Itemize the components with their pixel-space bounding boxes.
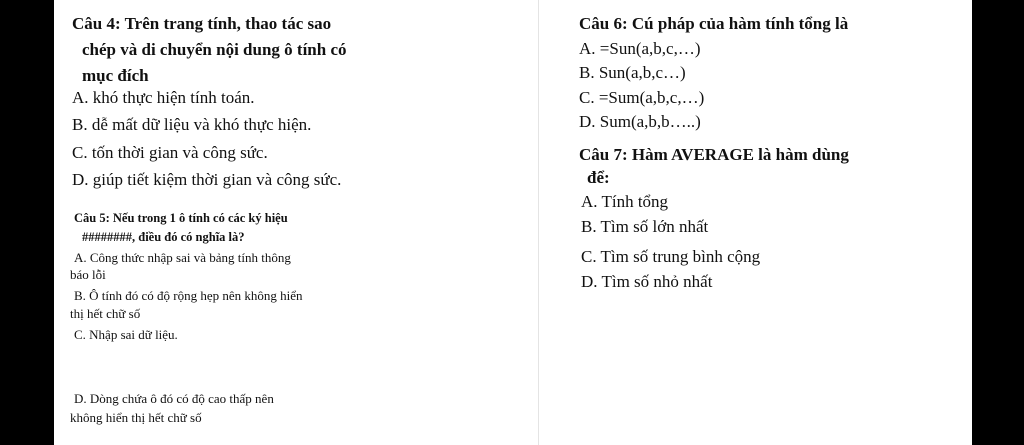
column-divider	[538, 0, 539, 445]
q5-option-a-line1: A. Công thức nhập sai và bảng tính thông	[74, 250, 291, 265]
q5-option-c: C. Nhập sai dữ liệu.	[74, 327, 178, 342]
q7-option-c: C. Tìm số trung bình cộng	[581, 247, 761, 266]
q6-option-b: B. Sun(a,b,c…)	[579, 63, 686, 82]
q7-stem-line1: Câu 7: Hàm AVERAGE là hàm dùng	[579, 145, 849, 164]
q5-option-a-line2: báo lỗi	[70, 267, 106, 282]
q5-stem-line1: Câu 5: Nếu trong 1 ô tính có các ký hiệu	[74, 211, 288, 225]
q7-option-b: B. Tìm số lớn nhất	[581, 217, 709, 236]
q6-option-a: A. =Sun(a,b,c,…)	[579, 39, 701, 58]
q4-option-b: B. dễ mất dữ liệu và khó thực hiện.	[72, 115, 312, 134]
q4-option-a: A. khó thực hiện tính toán.	[72, 88, 255, 107]
q6-option-d: D. Sum(a,b,b…..)	[579, 112, 701, 131]
q4-option-d: D. giúp tiết kiệm thời gian và công sức.	[72, 170, 342, 189]
q7-stem-line2: để:	[587, 168, 610, 187]
q7-option-d: D. Tìm số nhỏ nhất	[581, 272, 713, 291]
q6-option-c: C. =Sum(a,b,c,…)	[579, 88, 705, 107]
q7-option-a: A. Tính tổng	[581, 192, 669, 211]
q5-stem-line2: ########, điều đó có nghĩa là?	[82, 230, 245, 244]
document-page	[54, 0, 972, 445]
q4-stem-line1: Câu 4: Trên trang tính, thao tác sao	[72, 14, 332, 33]
q5-option-b-line1: B. Ô tính đó có độ rộng hẹp nên không hiển	[74, 288, 303, 303]
q4-stem-line3: mục đích	[82, 66, 149, 85]
q5-option-d-line2: không hiển thị hết chữ số	[70, 410, 202, 425]
q4-stem-line2: chép và di chuyển nội dung ô tính có	[82, 40, 347, 59]
q4-option-c: C. tốn thời gian và công sức.	[72, 143, 268, 162]
q5-option-b-line2: thị hết chữ số	[70, 306, 141, 321]
q5-option-d-line1: D. Dòng chứa ô đó có độ cao thấp nên	[74, 391, 274, 406]
q6-stem: Câu 6: Cú pháp của hàm tính tổng là	[579, 14, 849, 33]
